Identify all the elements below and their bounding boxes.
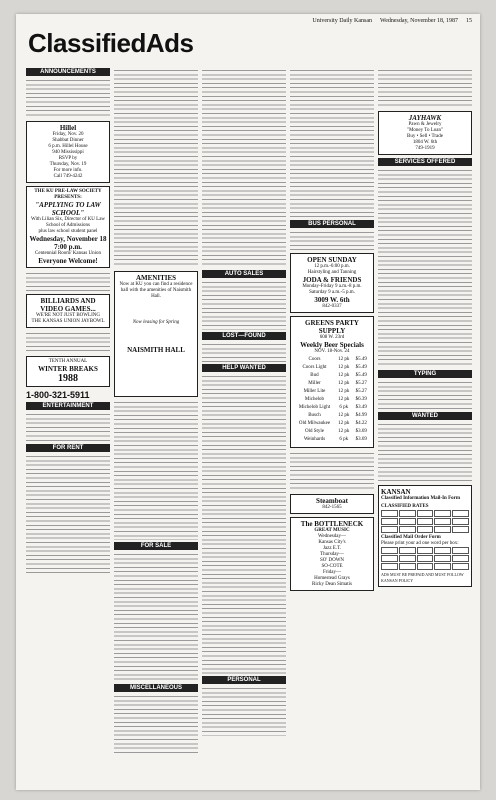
ad-line: Pawn & Jewelry — [408, 122, 442, 127]
beer-price-row — [295, 405, 369, 411]
billiards-line: BILLIARDS AND VIDEO GAMES... — [40, 297, 96, 313]
form-paper: KANSAN — [381, 488, 411, 496]
beer-price-cell: Coors Light — [302, 365, 327, 370]
column-3 — [202, 66, 286, 782]
classified-text — [114, 694, 198, 754]
newspaper-page — [16, 14, 480, 790]
section-bus-personal: BUS PERSONAL — [290, 220, 374, 228]
beer-price-cell: Miller — [308, 381, 321, 386]
bottleneck-ad — [290, 517, 374, 591]
amenities-title: AMENITIES — [135, 274, 177, 282]
classified-text — [378, 168, 472, 368]
ad-phone: 842-1565 — [322, 505, 342, 510]
ad-name: The BOTTLENECK — [300, 520, 364, 528]
ad-line: Thursday— — [320, 552, 344, 557]
classified-text — [378, 68, 472, 108]
ad-line: Kansas City's — [318, 540, 346, 545]
beer-price-cell: $3.69 — [355, 429, 367, 434]
beer-price-cell: Weinhards — [303, 437, 326, 442]
beer-price-row — [295, 421, 369, 427]
beer-price-row — [295, 397, 369, 403]
law-time: 7:00 p.m. — [54, 243, 82, 251]
classified-text — [290, 230, 374, 250]
ad-name: Steamboat — [316, 497, 348, 505]
beer-price-cell: $3.49 — [355, 405, 367, 410]
steamboat-ad — [290, 494, 374, 514]
hillel-line: RSVP by — [58, 156, 78, 161]
amenities-body: Now at KU you can find a residence hall with the amenities of Naismith Hall. — [119, 282, 193, 299]
classified-text — [114, 400, 198, 540]
amenities-cta: Now leasing for Spring — [132, 320, 180, 325]
column-4 — [290, 66, 374, 782]
hillel-line: Call 749-4242 — [53, 174, 83, 179]
beer-price-cell: 12 pk — [338, 389, 350, 394]
ad-line: Saturday 9 a.m.-5 p.m. — [309, 290, 355, 295]
announcement-text — [26, 78, 110, 118]
section-auto: AUTO SALES — [202, 270, 286, 278]
ad-line: Friday— — [322, 570, 342, 575]
ad-line: SO' DOWN — [319, 558, 345, 563]
page-number: 15 — [466, 18, 472, 24]
winter-line: WINTER BREAKS — [38, 365, 98, 373]
beer-price-cell: 12 pk — [338, 397, 350, 402]
beer-price-cell: $5.49 — [355, 365, 367, 370]
beer-price-cell: Busch — [308, 413, 321, 418]
classified-text — [202, 280, 286, 330]
beer-price-cell: $5.49 — [355, 373, 367, 378]
beer-price-cell: $4.99 — [355, 413, 367, 418]
hillel-line: Thursday, Nov. 19 — [49, 162, 87, 167]
beer-price-cell: 6 pk — [339, 405, 349, 410]
ad-line: Homestead Grays — [314, 576, 350, 581]
law-society-ad — [26, 186, 110, 268]
classified-text — [378, 380, 472, 410]
beer-price-cell: $3.69 — [355, 437, 367, 442]
beer-price-cell: $5.27 — [355, 389, 367, 394]
greens-sub: Weekly Beer Specials — [300, 341, 364, 349]
form-title: Classified Information Mail-In Form — [381, 496, 461, 501]
section-misc: MISCELLANEOUS — [114, 684, 198, 692]
section-typing: TYPING — [378, 370, 472, 378]
beer-price-cell: Miller Lite — [303, 389, 326, 394]
beer-price-table — [293, 355, 371, 445]
winter-line: 1988 — [58, 373, 78, 384]
ad-line: Hairstyling and Tanning — [307, 270, 357, 275]
beer-price-row — [295, 357, 369, 363]
law-with: With Lilian Six, Director of KU Law School of Admissions — [30, 217, 106, 228]
beer-price-cell: $5.49 — [355, 357, 367, 362]
ad-title: OPEN SUNDAY — [307, 256, 357, 264]
amenities-name: NAISMITH HALL — [127, 346, 185, 354]
beer-price-cell: 12 pk — [338, 429, 350, 434]
beer-price-cell: 12 pk — [338, 365, 350, 370]
ad-line: Monday-Friday 9 a.m.-8 p.m. — [302, 284, 362, 289]
hillel-ad — [26, 121, 110, 183]
law-place: Centennial Room/ Kansas Union — [35, 251, 101, 256]
classified-text — [290, 68, 374, 218]
column-5 — [378, 66, 472, 782]
ad-line: GREAT MUSIC — [314, 528, 350, 533]
classified-mail-form — [378, 485, 472, 587]
ad-line: Wednesday— — [318, 534, 346, 539]
ad-line: Buy • Sell • Trade — [406, 134, 443, 139]
classified-text — [26, 331, 110, 353]
beer-price-cell: 12 pk — [338, 373, 350, 378]
classified-text — [26, 454, 110, 574]
section-for-rent: FOR RENT — [26, 444, 110, 452]
ad-phone: 842-0337 — [322, 304, 342, 309]
phone-number: 1-800-321-5911 — [26, 390, 90, 400]
classified-text — [202, 686, 286, 736]
hillel-line: Shabbat Dinner — [52, 138, 84, 143]
beer-price-cell: 12 pk — [338, 357, 350, 362]
classified-text — [378, 422, 472, 482]
billiards-line: WE'RE NOT JUST BOWLING — [36, 313, 100, 318]
law-org: THE KU PRE-LAW SOCIETY PRESENTS: — [34, 189, 102, 200]
section-wanted: WANTED — [378, 412, 472, 420]
billiards-line: THE KANSAS UNION JAYBOWL — [31, 319, 105, 324]
winter-line: TENTH ANNUAL — [48, 359, 88, 364]
classified-text — [26, 271, 110, 291]
greens-address: 608 W. 23rd — [319, 335, 345, 340]
section-announcements: ANNOUNCEMENTS — [26, 68, 110, 76]
ad-line: SO-COTE — [321, 564, 343, 569]
beer-price-row — [295, 381, 369, 387]
form-footer: ADS MUST BE PREPAID AND MUST FOLLOW KANSAN POLICY — [381, 572, 464, 583]
classified-text — [114, 68, 198, 268]
jayhawk-ad — [378, 111, 472, 155]
classified-text — [114, 552, 198, 682]
form-print: Please print your ad one word per box: — [381, 541, 459, 546]
beer-price-row — [295, 389, 369, 395]
form-rates: CLASSIFIED RATES — [381, 504, 429, 509]
beer-price-cell: $6.39 — [355, 397, 367, 402]
beer-price-cell: 12 pk — [338, 381, 350, 386]
ad-line: Jazz E.T. — [322, 546, 342, 551]
law-plus: plus law school student panel — [38, 229, 98, 234]
word-box-grid[interactable] — [381, 547, 469, 570]
hillel-name: Hillel — [59, 124, 77, 132]
amenities-ad — [114, 271, 198, 397]
beer-price-cell: Michelob — [304, 397, 325, 402]
greens-dates: NOV. 18-Nov. 24 — [314, 349, 350, 354]
ad-line: 12 p.m.-6:00 p.m. — [314, 264, 350, 269]
beer-price-row — [295, 373, 369, 379]
paper-name: University Daily Kansan — [312, 18, 373, 24]
ad-address: 3009 W. 6th — [314, 296, 350, 304]
section-entertainment: ENTERTAINMENT — [26, 402, 110, 410]
classified-text — [26, 412, 110, 442]
ad-line: "Money To Loan" — [406, 128, 444, 133]
ad-address: 1804 W. 6th — [412, 140, 438, 145]
page-title: ClassifiedAds — [28, 28, 194, 58]
greens-title: GREENS PARTY SUPPLY — [305, 319, 359, 335]
column-2 — [114, 66, 198, 782]
beer-price-cell: Old Style — [304, 429, 324, 434]
hillel-line: For more info. — [53, 168, 83, 173]
ad-line: Ricky Dean Simatis — [312, 582, 352, 587]
page-header — [24, 18, 472, 28]
beer-price-row — [295, 365, 369, 371]
form-order: Classified Mail Order Form — [381, 535, 441, 540]
classified-text — [290, 451, 374, 491]
section-for-sale: FOR SALE — [114, 542, 198, 550]
classified-text — [202, 68, 286, 268]
open-sunday-ad — [290, 253, 374, 313]
issue-date: Wednesday, November 18, 1987 — [380, 18, 458, 24]
beer-price-cell: $5.27 — [355, 381, 367, 386]
beer-price-cell: 12 pk — [338, 413, 350, 418]
law-headline: "APPLYING TO LAW SCHOOL" — [35, 201, 101, 217]
beer-price-cell: Bud — [310, 373, 319, 378]
ad-name: JAYHAWK — [408, 114, 442, 122]
beer-price-cell: Coors — [308, 357, 321, 362]
hillel-line: 940 Mississippi — [52, 150, 84, 155]
ad-name: JODA & FRIENDS — [302, 276, 362, 284]
beer-price-cell: 12 pk — [338, 421, 350, 426]
law-date: Wednesday, November 18 — [29, 235, 107, 243]
greens-ad — [290, 316, 374, 448]
rates-grid — [381, 510, 469, 533]
winter-breaks-ad — [26, 356, 110, 387]
classified-text — [202, 342, 286, 362]
hillel-line: Friday, Nov. 20 — [52, 132, 84, 137]
section-help-wanted: HELP WANTED — [202, 364, 286, 372]
beer-price-cell: 6 pk — [339, 437, 349, 442]
section-personal: PERSONAL — [202, 676, 286, 684]
column-1 — [26, 66, 110, 782]
section-services: SERVICES OFFERED — [378, 158, 472, 166]
classified-text — [202, 374, 286, 674]
billiards-ad — [26, 294, 110, 328]
beer-price-cell: $4.22 — [355, 421, 367, 426]
beer-price-row — [295, 413, 369, 419]
law-welcome: Everyone Welcome! — [38, 257, 98, 265]
beer-price-cell: Michelob Light — [298, 405, 331, 410]
beer-price-row — [295, 437, 369, 443]
ad-phone: 749-1919 — [415, 146, 435, 151]
hillel-line: 6 p.m. Hillel House — [48, 144, 88, 149]
beer-price-row — [295, 429, 369, 435]
beer-price-cell: Old Milwaukee — [298, 421, 331, 426]
section-lost-found: LOST—FOUND — [202, 332, 286, 340]
